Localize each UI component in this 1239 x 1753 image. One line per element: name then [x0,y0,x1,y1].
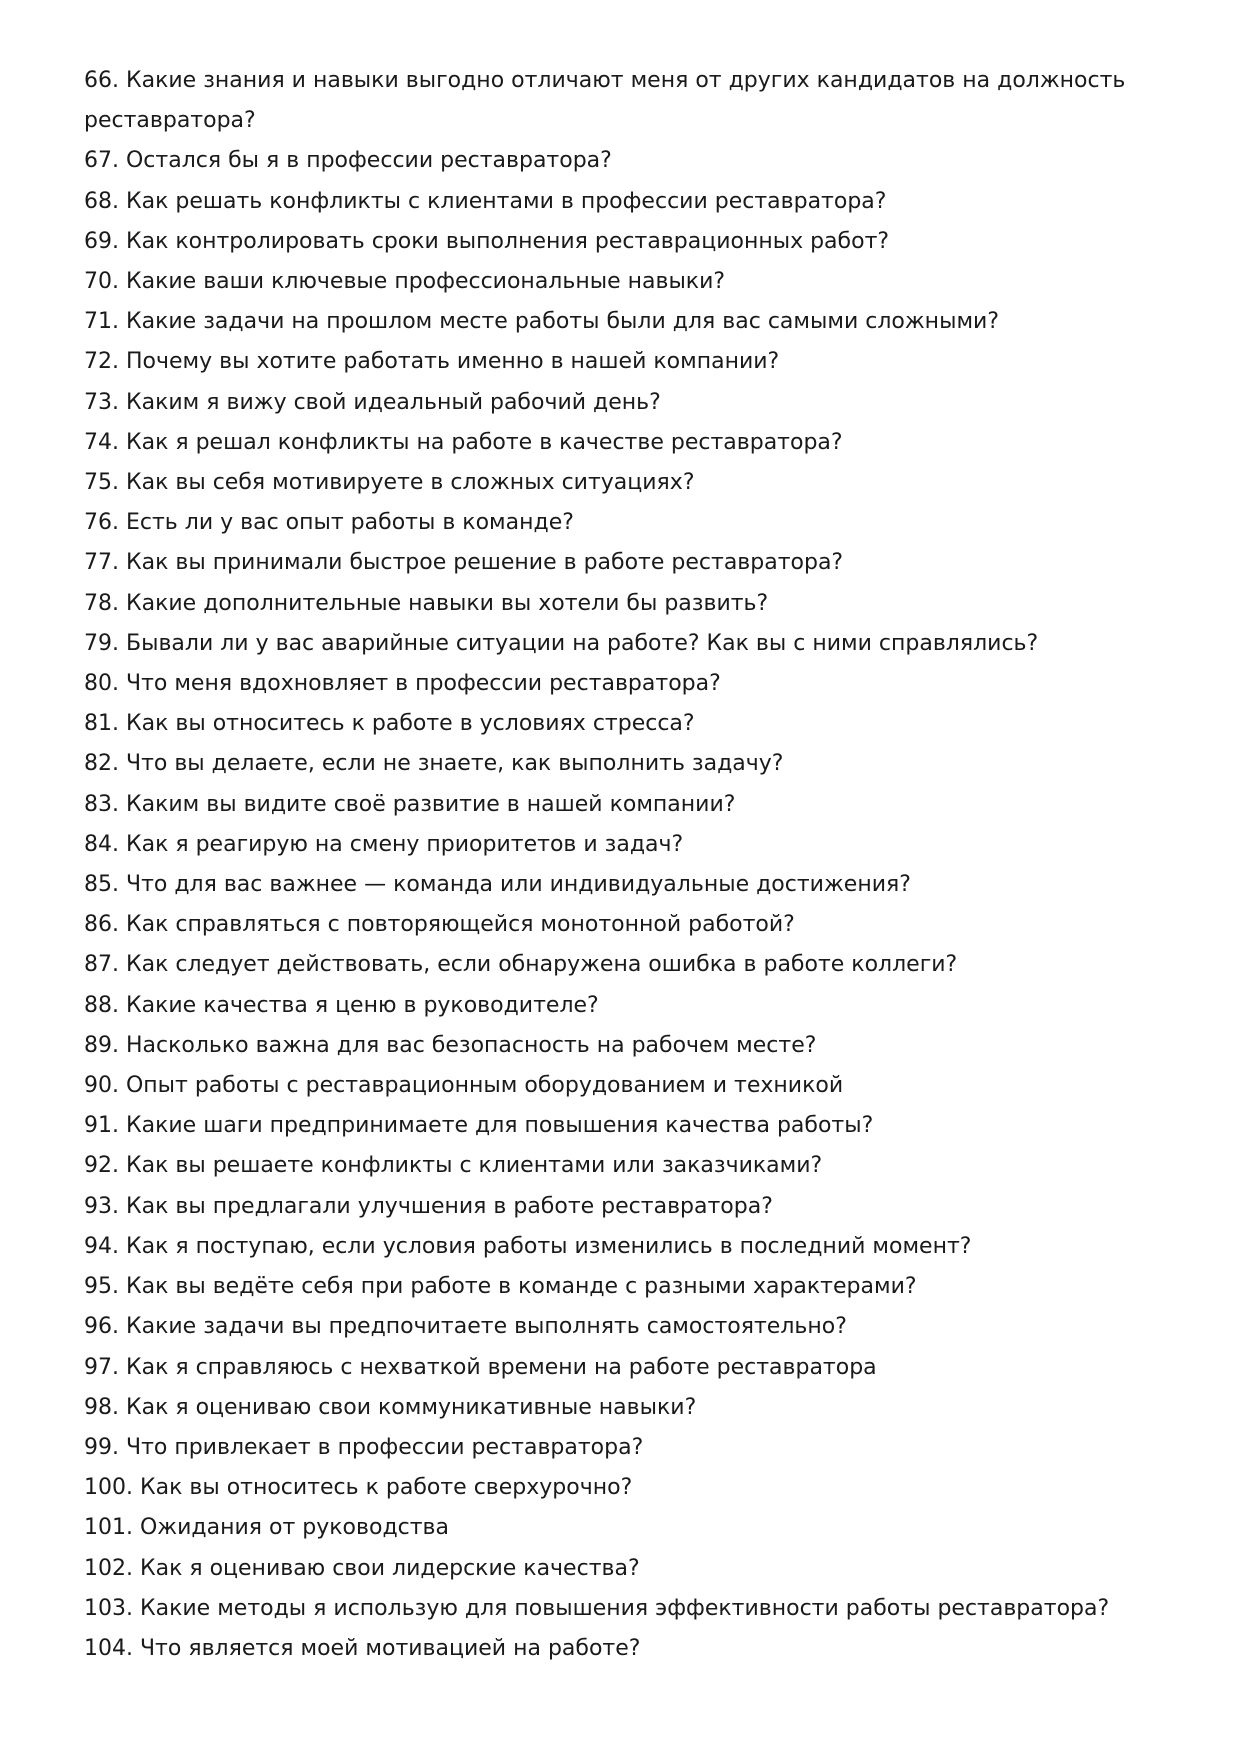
list-item: 91. Какие шаги предпринимаете для повышения качества работы? [84,1113,874,1139]
list-item: 93. Как вы предлагали улучшения в работе реставратора? [84,1193,773,1219]
list-item: 98. Как я оцениваю свои коммуникативные навыки? [84,1394,697,1420]
list-item: 87. Как следует действовать, если обнаружена ошибка в работе коллеги? [84,952,958,978]
list-item: 89. Насколько важна для вас безопасность на рабочем месте? [84,1032,817,1058]
list-item: 79. Бывали ли у вас аварийные ситуации на работе? Как вы с ними справлялись? [84,630,1039,656]
list-item: 72. Почему вы хотите работать именно в нашей компании? [84,349,780,375]
list-item: 74. Как я решал конфликты на работе в качестве реставратора? [84,429,843,455]
list-item: 92. Как вы решаете конфликты с клиентами или заказчиками? [84,1153,823,1179]
list-item: 70. Какие ваши ключевые профессиональные навыки? [84,269,726,295]
list-item: 66. Какие знания и навыки выгодно отличают меня от других кандидатов на должность реставратора? [84,68,1126,134]
list-item: 96. Какие задачи вы предпочитаете выполнять самостоятельно? [84,1314,847,1340]
list-item: 75. Как вы себя мотивируете в сложных ситуациях? [84,470,695,496]
list-item: 94. Как я поступаю, если условия работы изменились в последний момент? [84,1233,972,1259]
list-item: 97. Как я справляюсь с нехваткой времени на работе реставратора [84,1354,877,1380]
list-item: 73. Каким я вижу свой идеальный рабочий день? [84,389,661,415]
list-item: 102. Как я оцениваю свои лидерские качества? [84,1555,640,1581]
question-list [84,61,1164,1669]
list-item: 103. Какие методы я использую для повышения эффективности работы реставратора? [84,1595,1110,1621]
list-item: 95. Как вы ведёте себя при работе в команде с разными характерами? [84,1274,917,1300]
list-item: 67. Остался бы я в профессии реставратора? [84,148,612,174]
list-item: 90. Опыт работы с реставрационным оборудованием и техникой [84,1073,844,1099]
list-item: 78. Какие дополнительные навыки вы хотели бы развить? [84,590,769,616]
list-item: 71. Какие задачи на прошлом месте работы были для вас самыми сложными? [84,309,1000,335]
list-item: 86. Как справляться с повторяющейся монотонной работой? [84,912,795,938]
list-item: 76. Есть ли у вас опыт работы в команде? [84,510,574,536]
list-item: 83. Каким вы видите своё развитие в нашей компании? [84,791,736,817]
list-item: 101. Ожидания от руководства [84,1515,450,1541]
list-item: 88. Какие качества я ценю в руководителе? [84,992,599,1018]
list-item: 100. Как вы относитесь к работе сверхурочно? [84,1475,633,1501]
list-item: 81. Как вы относитесь к работе в условиях стресса? [84,711,695,737]
list-item: 77. Как вы принимали быстрое решение в работе реставратора? [84,550,844,576]
list-item: 82. Что вы делаете, если не знаете, как выполнить задачу? [84,751,784,777]
list-item: 68. Как решать конфликты с клиентами в профессии реставратора? [84,188,887,214]
list-item: 80. Что меня вдохновляет в профессии реставратора? [84,671,721,697]
list-item: 104. Что является моей мотивацией на работе? [84,1635,641,1661]
list-item: 85. Что для вас важнее — команда или индивидуальные достижения? [84,872,911,898]
list-item: 69. Как контролировать сроки выполнения реставрационных работ? [84,228,890,254]
list-item: 99. Что привлекает в профессии реставратора? [84,1434,644,1460]
list-item: 84. Как я реагирую на смену приоритетов и задач? [84,831,684,857]
